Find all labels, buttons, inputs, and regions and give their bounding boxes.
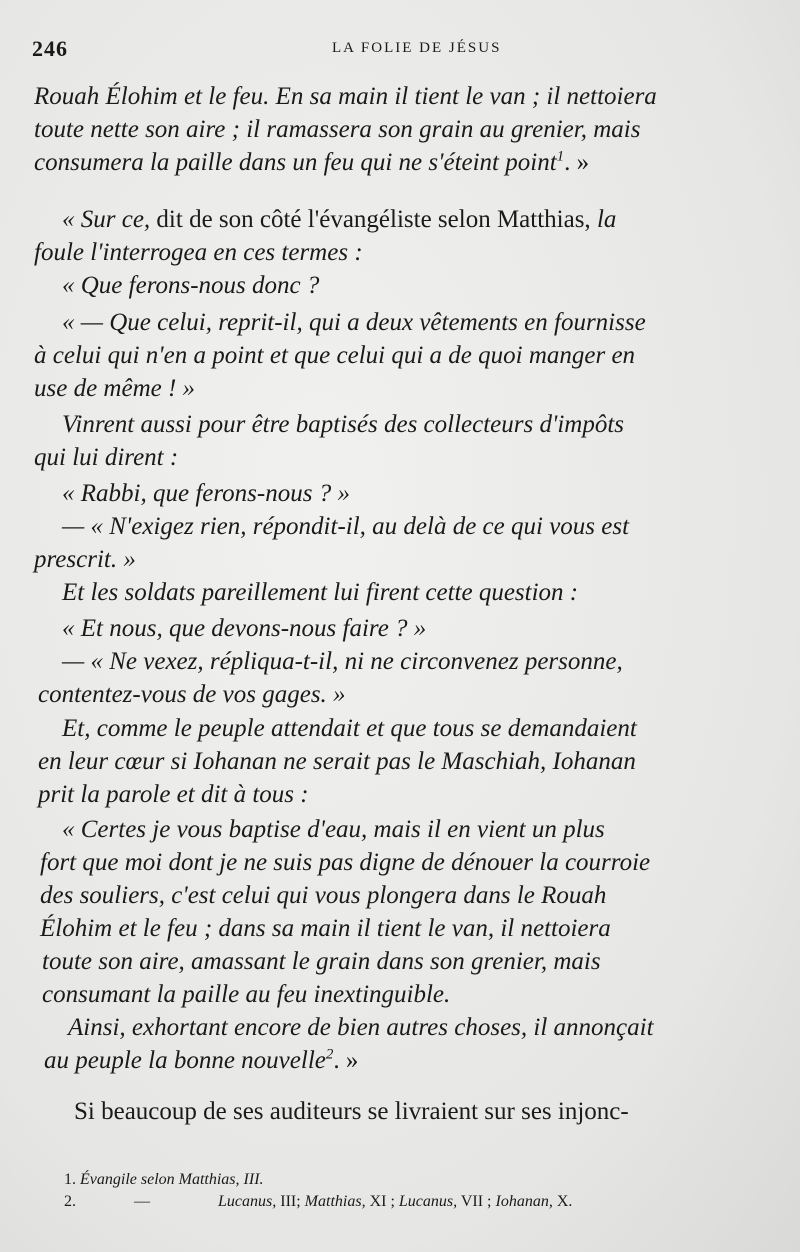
text-line: « Rabbi, que ferons-nous ? » (62, 480, 350, 507)
text-line: en leur cœur si Iohanan ne serait pas le Maschiah, Iohanan (38, 748, 636, 775)
text-line: « Et nous, que devons-nous faire ? » (62, 615, 427, 642)
text-line: des souliers, c'est celui qui vous plongera dans le Rouah (40, 882, 607, 909)
page-header (32, 36, 760, 62)
text-line: Si beaucoup de ses auditeurs se livraient sur ses injonc- (74, 1098, 629, 1125)
text-line: Et les soldats pareillement lui firent cette question : (62, 579, 579, 606)
text-line: prit la parole et dit à tous : (38, 781, 309, 808)
text-line: use de même ! » (34, 375, 196, 402)
text-line: qui lui dirent : (34, 444, 179, 471)
text-line: Vinrent aussi pour être baptisés des collecteurs d'impôts (62, 411, 624, 438)
footnote-ref: 2 (325, 1046, 334, 1063)
text-line: contentez-vous de vos gages. » (38, 681, 346, 708)
footnote-2: 2. — Lucanus, III; Matthias, XI ; Lucanus, VII ; Iohanan, X. (64, 1193, 573, 1210)
text-line: Et, comme le peuple attendait et que tous se demandaient (62, 715, 637, 742)
text-line: « — Que celui, reprit-il, qui a deux vêtements en fournisse (62, 309, 646, 336)
text-line: prescrit. » (34, 546, 136, 573)
text-line: — « N'exigez rien, répondit-il, au delà de ce qui vous est (62, 513, 630, 540)
text-line: consumant la paille au feu inextinguible. (42, 981, 451, 1008)
text-line: toute son aire, amassant le grain dans son grenier, mais (42, 948, 601, 975)
footnote-ref: 1 (556, 148, 565, 165)
text-line: Élohim et le feu ; dans sa main il tient le van, il nettoiera (40, 915, 611, 942)
text-line: « Que ferons-nous donc ? (62, 272, 320, 299)
text-line: toute nette son aire ; il ramassera son grain au grenier, mais (34, 116, 641, 143)
text-line: Rouah Élohim et le feu. En sa main il tient le van ; il nettoiera (34, 83, 657, 110)
text-line: « Sur ce, dit de son côté l'évangéliste selon Matthias, la (62, 206, 617, 233)
footnote-1: 1. Évangile selon Matthias, III. (64, 1171, 264, 1188)
text-line: fort que moi dont je ne suis pas digne de dénouer la courroie (40, 849, 651, 876)
running-title: LA FOLIE DE JÉSUS (332, 40, 502, 56)
text-line: consumera la paille dans un feu qui ne s'éteint point$^1$. » (34, 148, 590, 176)
text-line: foule l'interrogea en ces termes : (34, 239, 363, 266)
page-number: 246 (32, 36, 68, 61)
text-line: — « Ne vexez, répliqua-t-il, ni ne circonvenez personne, (62, 648, 623, 675)
text-line: au peuple la bonne nouvelle$^2$. » (44, 1046, 359, 1074)
text-line: Ainsi, exhortant encore de bien autres choses, il annonçait (68, 1014, 654, 1041)
text-line: à celui qui n'en a point et que celui qui a de quoi manger en (34, 342, 636, 369)
text-line: « Certes je vous baptise d'eau, mais il en vient un plus (62, 816, 605, 843)
